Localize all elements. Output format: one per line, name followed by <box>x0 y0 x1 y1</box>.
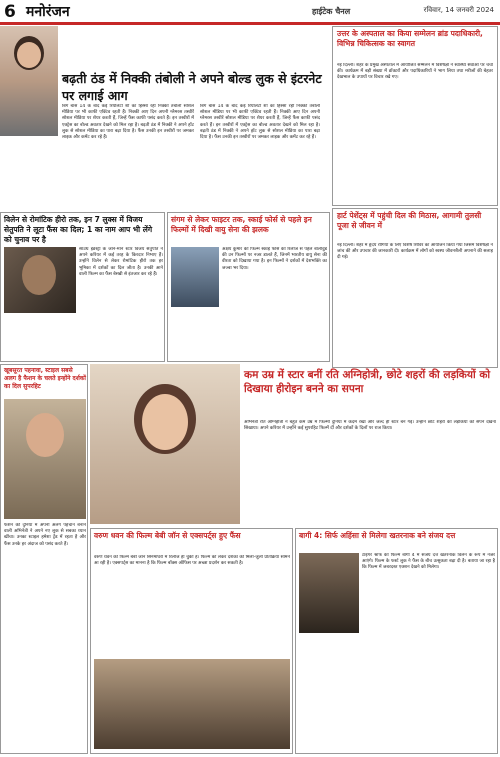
bottom-right-headline: बागी 4: सिर्फ अहिंसा से मिलेगा खतरनाक बने संजय दत्त <box>299 531 456 540</box>
bottom-center-headline: वरुण धवन की फिल्म बेबी जॉन से एक्सपर्ट्स हुए फैंस <box>94 531 241 540</box>
right-mid-body: नई दिल्ली। शहर में हृदय रोगियों के लिए विशेष शिविर का आयोजन किया गया जिसमें विशेषज्ञों ने जांच की और उपचार की जानकारी दी। कार्यक्रम में लोगों को स्वस्थ जीवनशैली अपनाने की सलाह दी गई। <box>337 243 493 261</box>
bottom-right-photo <box>299 553 359 633</box>
center-mid-headline: संगम से लेकर फाइटर तक, स्काई फोर्स से पहले इन फिल्मों में दिखी वायु सेना की झलक <box>171 215 312 234</box>
bottom-right-body: टाइगर श्रॉफ की फिल्म बागी 4 में संजय दत्त खतरनाक विलेन के रूप में नजर आएंगे। फिल्म के फर्स्ट लुक ने फैंस के बीच उत्सुकता बढ़ा दी है। बताया जा रहा है कि फिल्म में जबरदस्त एक्शन देखने को मिलेगा। <box>362 553 495 571</box>
left-mid-photo <box>4 247 76 313</box>
lead-body-col2: बिग बॉस 14 के बाद कई रियलिटी शो का हिस्सा रही निक्की तंबोली सोशल मीडिया पर भी काफी एक्टिव रहती हैं। निक्की आए दिन अपनी ग्लैमरस तस्वीरें सोशल मीडिया पर शेयर करती हैं, जिन्हें फैंस काफी पसंद करते हैं। इन तस्वीरों में एक्ट्रेस का बोल्ड अवतार देखने को मिल रहा है। बढ़ती ठंड में निक्की ने अपने हॉट लुक से सोशल मीडिया का पारा बढ़ा दिया है। फैंस उनकी इन तस्वीरों पर जमकर लाइक और कमेंट कर रहे हैं। <box>62 104 194 141</box>
bottom-left-body: फैशन की दुनिया में अपनी अलग पहचान बनाने वाली अभिनेत्री ने अपने नए लुक से सबका ध्यान खींचा। उनका स्टाइल हमेशा ट्रेंड में रहता है और फैंस उनके हर अंदाज को पसंद करते हैं। <box>4 523 86 547</box>
bottom-left-headline: खूबसूरत पहनावा, स्टाइल सबसे अलग है फैशन के चलते इन्होंने दर्शकों का दिल सुपरहिट <box>4 367 86 390</box>
bottom-center-box <box>90 528 293 754</box>
center-big-body: अभिनेत्री रति अग्निहोत्री ने बहुत कम उम्र में फिल्मी दुनिया में कदम रखा और जल्द ही स्टार बन गईं। उन्होंने छोटे शहरों की लड़कियों को सपने देखना सिखाया। अपने करियर में उन्होंने कई सुपरहिट फिल्में दीं और दर्शकों के दिलों पर राज किया। <box>244 420 496 432</box>
section-title: मनोरंजन <box>26 4 70 20</box>
center-mid-body: अक्षय कुमार की फिल्म स्काई फोर्स की रिलीज से पहले बॉलीवुड की उन फिल्मों पर नजर डालते हैं, जिनमें भारतीय वायु सेना की वीरता को दिखाया गया है। इन फिल्मों ने दर्शकों में देशभक्ति का जज्बा भर दिया। <box>222 247 327 271</box>
bottom-center-body: वरुण धवन की फिल्म बेबी जॉन सिनेमाघरों में रिलीज हो चुकी है। फिल्म को लेकर दर्शकों की मिली-जुली प्रतिक्रिया सामने आ रही है। एक्सपर्ट्स का मानना है कि फिल्म बॉक्स ऑफिस पर अच्छा प्रदर्शन कर सकती है। <box>94 555 290 567</box>
right-top-headline: उत्तर के अस्पताल का किया सम्मेलन ब्रांड पदाधिकारी, विभिन्न चिकित्सक का स्वागत <box>337 29 483 48</box>
right-mid-box <box>332 208 498 368</box>
left-mid-body: साउथ इंडस्ट्री के जाने-माने स्टार विजय सेतुपति ने अपने करियर में कई तरह के किरदार निभाए हैं। उन्होंने विलेन से लेकर रोमांटिक हीरो तक हर भूमिका में दर्शकों का दिल जीता है। उनकी आने वाली फिल्म का फैंस बेसब्री से इंतजार कर रहे हैं। <box>79 247 163 277</box>
newspaper-brand: हाईटेक चैनल <box>312 7 351 16</box>
bottom-center-photo <box>94 659 290 749</box>
issue-date: रविवार, 14 जनवरी 2024 <box>423 6 494 14</box>
lead-body: बिग बॉस 14 के बाद कई रियलिटी शो का हिस्सा रही निक्की तंबोली सोशल मीडिया पर भी काफी एक्टिव रहती हैं। निक्की आए दिन अपनी ग्लैमरस तस्वीरें सोशल मीडिया पर शेयर करती हैं, जिन्हें फैंस काफी पसंद करते हैं। इन तस्वीरों में एक्ट्रेस का बोल्ड अवतार देखने को मिल रहा है। बढ़ती ठंड में निक्की ने अपने हॉट लुक से सोशल मीडिया का पारा बढ़ा दिया है। फैंस उनकी इन तस्वीरों पर जमकर लाइक और कमेंट कर रहे हैं। <box>200 104 320 141</box>
center-mid-box <box>167 212 330 362</box>
right-top-body: नई दिल्ली। शहर के प्रमुख अस्पताल में आयोजित सम्मेलन में विशेषज्ञों ने स्वास्थ्य सेवाओं पर चर्चा की। कार्यक्रम में बड़ी संख्या में डॉक्टरों और पदाधिकारियों ने भाग लिया तथा मरीजों की बेहतर देखभाल के उपायों पर विचार रखे गए। <box>337 63 493 81</box>
lead-headline: बढ़ती ठंड में निक्की तंबोली ने अपने बोल्ड लुक से इंटरनेट पर लगाई आग <box>62 71 322 103</box>
center-big-photo <box>90 364 240 524</box>
right-mid-headline: हार्ट पेशेंट्स में पहुंची दिल की मिठास, आगामी तुलसी पूजा से जीवन में <box>337 211 482 230</box>
page-number: 6 <box>4 2 16 22</box>
bottom-left-photo <box>4 399 86 519</box>
right-top-box <box>332 26 498 206</box>
page-header <box>0 0 500 25</box>
center-mid-photo <box>171 247 219 307</box>
lead-photo <box>0 26 58 136</box>
left-mid-headline: विलेन से रोमांटिक हीरो तक, इन 7 लुक्स में विजय सेतुपति ने लूटा फैंस का दिल; 1 का नाम आप भी लेंगे को चुनाव पर है <box>4 215 153 244</box>
bottom-right-box <box>295 528 498 754</box>
center-big-headline: कम उम्र में स्टार बनीं रति अग्निहोत्री, छोटे शहरों की लड़कियों को दिखाया हीरोइन बनने का सपना <box>244 369 491 395</box>
left-mid-box <box>0 212 165 362</box>
bottom-left-box <box>0 364 88 754</box>
